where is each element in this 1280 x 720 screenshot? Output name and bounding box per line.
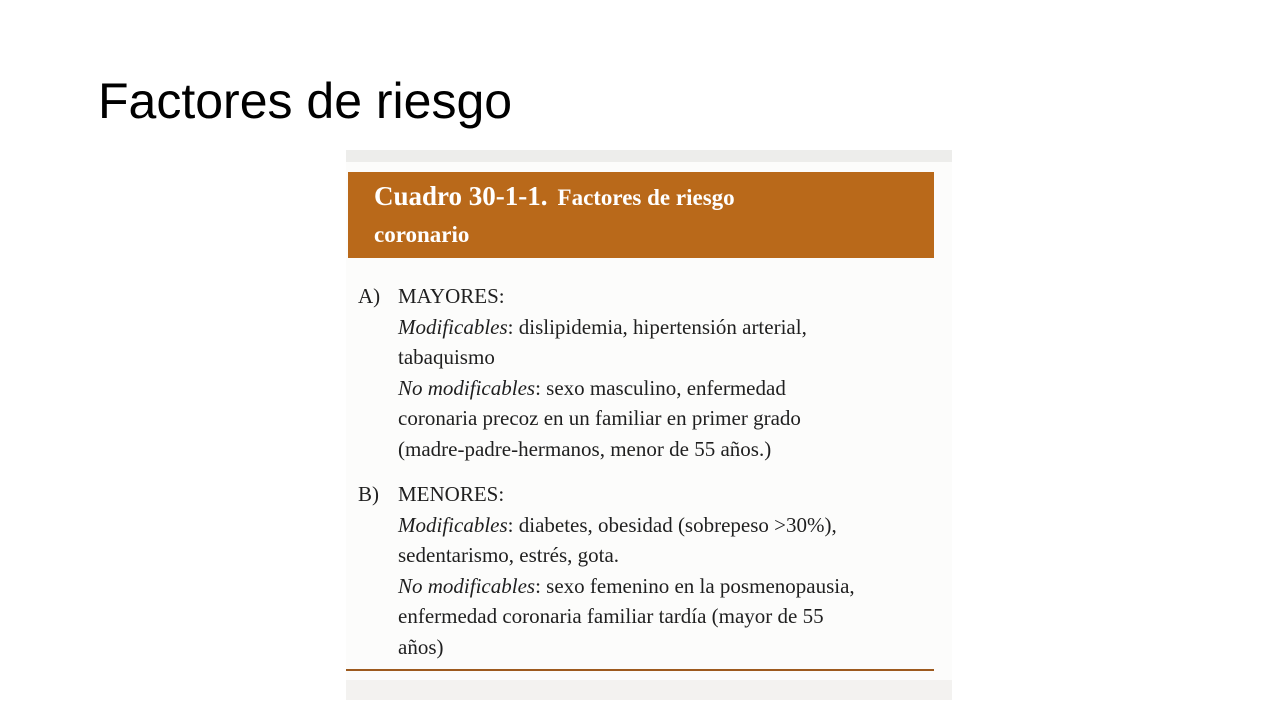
line-text: años) [398, 634, 444, 659]
section-line [398, 373, 938, 404]
category-label: No modificables [398, 573, 536, 598]
section-heading-row [358, 281, 938, 312]
category-label: Modificables [398, 512, 508, 537]
section-line [398, 632, 938, 663]
line-text: (madre-padre-hermanos, menor de 55 años.) [398, 436, 772, 461]
line-text: coronaria precoz en un familiar en primer grado [398, 406, 801, 430]
section-line [398, 342, 938, 373]
section-line [398, 510, 938, 541]
box-header [348, 172, 934, 258]
section-body [358, 312, 938, 465]
slide-title: Factores de riesgo [98, 73, 513, 129]
scanned-table-image [346, 150, 952, 700]
section-letter: A) [358, 284, 381, 308]
section-line [398, 540, 938, 571]
section-line [398, 403, 938, 434]
section-line [398, 434, 938, 465]
category-label: No modificables [398, 375, 536, 400]
bottom-rule [346, 669, 934, 671]
section-heading-row [358, 479, 938, 510]
section-menores [358, 479, 938, 662]
section-body [358, 510, 938, 663]
line-text: sedentarismo, estrés, gota. [398, 543, 620, 567]
section-line [398, 312, 938, 343]
line-text: : sexo femenino en la posmenopausia, [535, 573, 855, 598]
section-letter: B) [358, 482, 379, 506]
section-heading: MAYORES: [398, 284, 505, 308]
scan-bottom-edge [346, 680, 952, 700]
section-line [398, 601, 938, 632]
line-text: enfermedad coronaria familiar tardía (mayor de 55 [398, 604, 824, 628]
line-text: tabaquismo [398, 345, 495, 369]
box-header-line1 [374, 178, 934, 219]
section-heading: MENORES: [398, 482, 505, 506]
line-text: : diabetes, obesidad (sobrepeso >30%), [507, 512, 837, 537]
section-line [398, 571, 938, 602]
line-text: : sexo masculino, enfermedad [535, 375, 786, 400]
section-mayores [358, 281, 938, 464]
box-label: Cuadro 30-1-1. [374, 181, 548, 211]
box-title-part2: coronario [374, 222, 470, 247]
category-label: Modificables [398, 314, 508, 339]
line-text: : dislipidemia, hipertensión arterial, [507, 314, 807, 339]
box-title-part1: Factores de riesgo [557, 185, 735, 210]
scan-top-edge [346, 150, 952, 162]
